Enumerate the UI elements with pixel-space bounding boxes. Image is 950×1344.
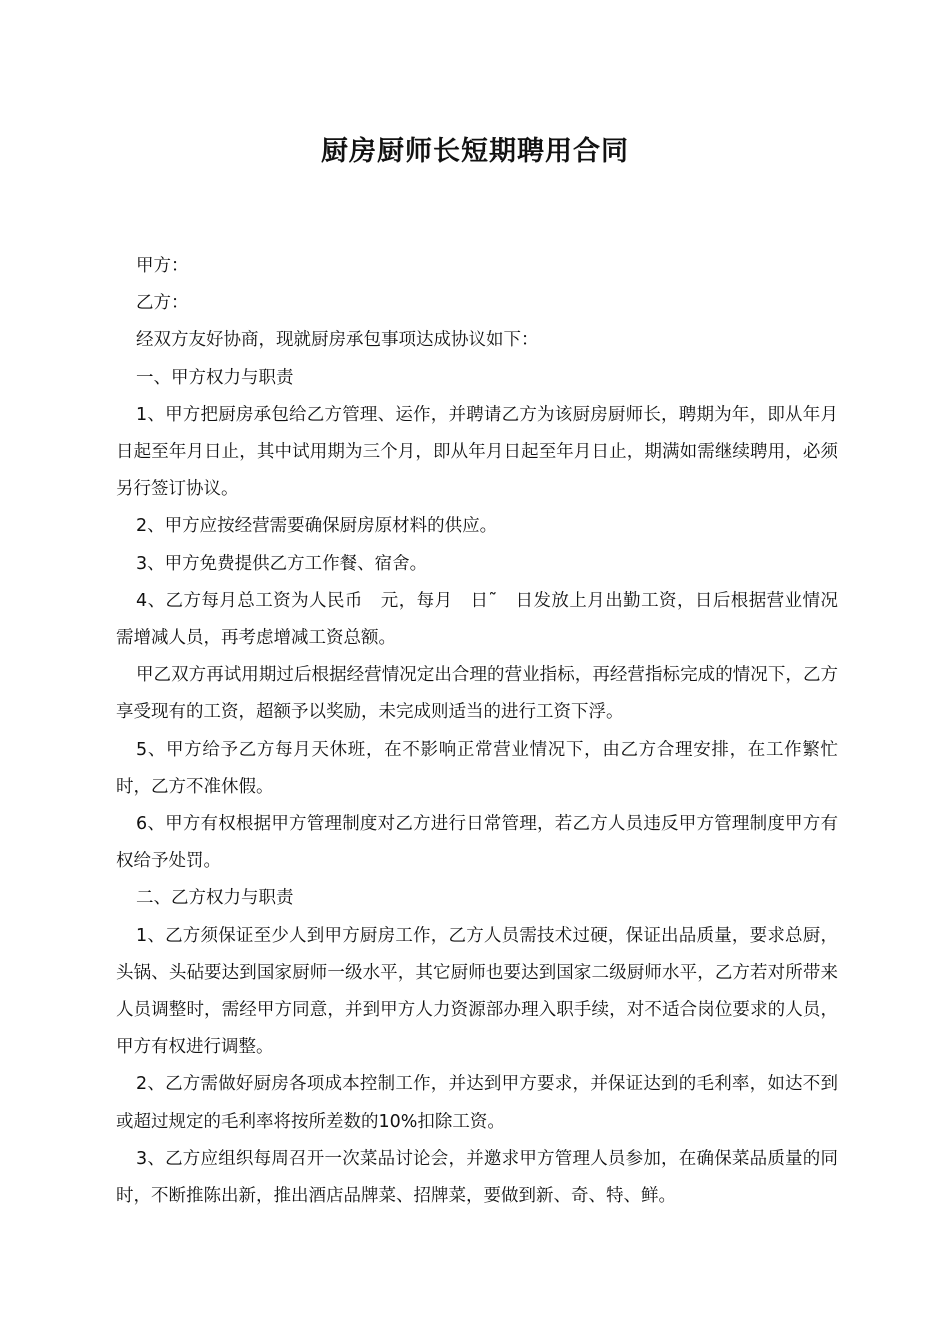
document-body [116, 248, 838, 1215]
clause-b-2: 2、乙方需做好厨房各项成本控制工作，并达到甲方要求，并保证达到的毛利率，如达不到或超过规定的毛利率将按所差数的10%扣除工资。 [116, 1074, 838, 1132]
party-b-line: 乙方： [136, 293, 189, 314]
clause-a-2: 2、甲方应按经营需要确保厨房原材料的供应。 [136, 516, 498, 537]
clause-a-3: 3、甲方免费提供乙方工作餐、宿舍。 [136, 553, 428, 574]
section-heading-party-b: 二、乙方权力与职责 [136, 888, 294, 909]
clause-a-4-supplement: 甲乙双方再试用期过后根据经营情况定出合理的营业指标，再经营指标完成的情况下，乙方享受现有的工资，超额予以奖励，未完成则适当的进行工资下浮。 [116, 665, 838, 723]
clause-a-6: 6、甲方有权根据甲方管理制度对乙方进行日常管理，若乙方人员违反甲方管理制度甲方有权给予处罚。 [116, 814, 838, 872]
clause-b-1: 1、乙方须保证至少人到甲方厨房工作，乙方人员需技术过硬，保证出品质量，要求总厨，头锅、头砧要达到国家厨师一级水平，其它厨师也要达到国家二级厨师水平，乙方若对所带来人员调整时，需经甲方同意，并到甲方人力资源部办理入职手续，对不适合岗位要求的人员，甲方有权进行调整。 [116, 925, 838, 1058]
party-a-line: 甲方： [136, 256, 189, 276]
clause-a-5: 5、甲方给予乙方每月天休班，在不影响正常营业情况下，由乙方合理安排，在工作繁忙时，乙方不准休假。 [116, 739, 838, 797]
clause-b-3: 3、乙方应组织每周召开一次菜品讨论会，并邀求甲方管理人员参加，在确保菜品质量的同时，不断推陈出新，推出酒店品牌菜、招牌菜，要做到新、奇、特、鲜。 [116, 1148, 838, 1207]
document-title: 厨房厨师长短期聘用合同 [321, 136, 629, 167]
clause-a-1: 1、甲方把厨房承包给乙方管理、运作，并聘请乙方为该厨房厨师长，聘期为年，即从年月日起至年月日止，其中试用期为三个月，即从年月日起至年月日止，期满如需继续聘用，必须另行签订协议。 [116, 404, 838, 500]
intro-paragraph: 经双方友好协商，现就厨房承包事项达成协议如下： [136, 330, 539, 351]
clause-a-4: 4、乙方每月总工资为人民币 元，每月 日˜ 日发放上月出勤工资，日后根据营业情况需增减人员，再考虑增减工资总额。 [116, 590, 838, 649]
section-heading-party-a: 一、甲方权力与职责 [136, 367, 294, 388]
